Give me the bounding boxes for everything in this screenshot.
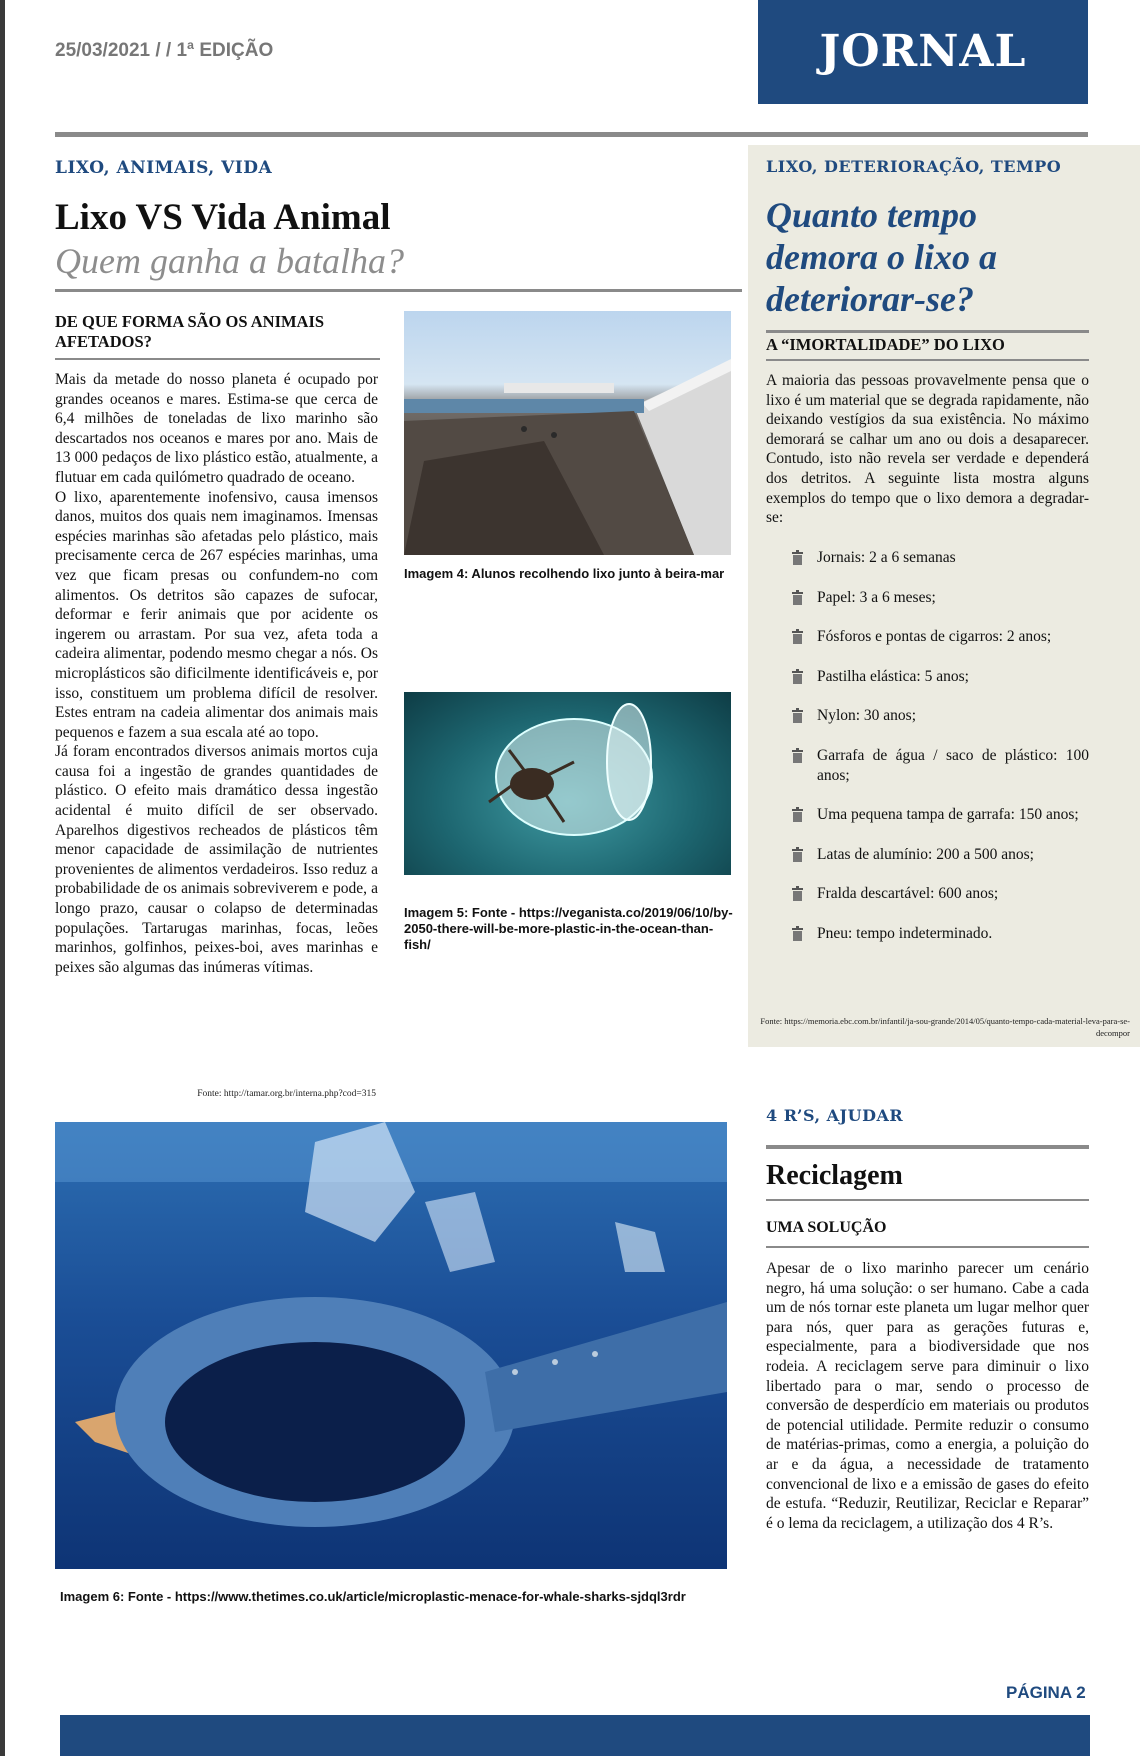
date-edition: 25/03/2021 / / 1ª EDIÇÃO [55, 40, 274, 61]
article-paragraph: Mais da metade do nosso planeta é ocupado por grandes oceanos e mares. Estima-se que cerca de 6,4 milhões de toneladas de lixo marinho são descartados nos oceanos e mares por ano. Mais de 13 000 pedaços de lixo plástico estão, atualmente, a flutuar em cada quilómetro quadrado de oceano. [55, 371, 378, 486]
recycling-top-divider [766, 1145, 1089, 1149]
trash-icon [791, 590, 804, 605]
recycling-kicker: 4 R’S, AJUDAR [766, 1106, 904, 1125]
sidebar-subhead: A “IMORTALIDADE” DO LIXO [766, 335, 1005, 354]
recycling-divider [766, 1199, 1089, 1201]
list-item [791, 588, 1089, 608]
image-4-caption: Imagem 4: Alunos recolhendo lixo junto à beira-mar [404, 566, 725, 581]
article-headline: Lixo VS Vida Animal [55, 197, 391, 238]
list-item [791, 805, 1089, 825]
decomposition-list [791, 548, 1089, 964]
list-item-text: Uma pequena tampa de garrafa: 150 anos; [817, 806, 1079, 824]
article-divider [55, 289, 742, 292]
sidebar-body: A maioria das pessoas provavelmente pensa que o lixo é um material que se degrada rapidamente, não deixando vestígios da sua existência. No máximo demorará se calhar um ano ou dois a desaparecer. Contudo, isto não revela ser verdade e dependerá dos detritos. A seguinte lista mostra alguns exemplos do tempo que o lixo demora a degradar-se: [766, 372, 1089, 527]
masthead-title: JORNAL [758, 0, 1088, 104]
article-kicker: LIXO, ANIMAIS, VIDA [55, 158, 273, 178]
trash-icon [791, 669, 804, 684]
trash-icon [791, 886, 804, 901]
trash-icon [791, 847, 804, 862]
crab-in-plastic-cup-photo [404, 692, 731, 875]
article-paragraph: Já foram encontrados diversos animais mortos cuja causa foi a ingestão de grandes quantidades de plástico. O efeito mais dramático dessa ingestão acidental é muito difícil de ser observado. Aparelhos digestivos recheados de plásticos têm menor capacidade de assimilação de nutrientes provenientes de alimentos verdadeiros. Isso reduz a probabilidade de os animais sobreviverem e pode, a longo prazo, causar o colapso de determinadas populações. Tartarugas marinhas, focas, leões marinhos, golfinhos, peixes-boi, aves marinhas e peixes são algumas das inúmeras vítimas. [55, 743, 378, 976]
sidebar-headline: Quanto tempo demora o lixo a deteriorar-se? [766, 195, 997, 319]
list-item-text: Jornais: 2 a 6 semanas [817, 549, 956, 566]
article-body [55, 370, 378, 977]
list-item [791, 746, 1089, 785]
article-subtitle: Quem ganha a batalha? [55, 241, 404, 281]
list-item [791, 548, 1089, 568]
beach-cleanup-photo [404, 311, 731, 555]
list-item-text: Garrafa de água / saco de plástico: 100 anos; [817, 746, 1089, 784]
list-item-text: Papel: 3 a 6 meses; [817, 588, 936, 606]
trash-icon [791, 708, 804, 723]
trash-icon [791, 550, 804, 565]
list-item-text: Fralda descartável: 600 anos; [817, 885, 999, 903]
page-left-edge [0, 0, 5, 1756]
sidebar-subhead-divider [766, 359, 1089, 361]
image-6-caption: Imagem 6: Fonte - https://www.thetimes.co.uk/article/microplastic-menace-for-whale-sharks-sjdql3rdr [60, 1589, 686, 1604]
sidebar-kicker: LIXO, DETERIORAÇÃO, TEMPO [766, 157, 1062, 176]
list-item-text: Pastilha elástica: 5 anos; [817, 667, 969, 685]
list-item-text: Nylon: 30 anos; [817, 707, 917, 725]
page-number: PÁGINA 2 [1006, 1683, 1086, 1702]
recycling-subhead: UMA SOLUÇÃO [766, 1219, 887, 1236]
sidebar-divider [766, 330, 1089, 333]
article-paragraph: O lixo, aparentemente inofensivo, causa imensos danos, muitos dos quais nem imaginamos. Imensas espécies marinhas são afetadas pelo plástico, mais precisamente cerca de 267 espécies marinhas, uma vez que ficam presas ou confundem-no com alimentos. Os detritos são capazes de sufocar, deformar e ferir animais que por acidente os ingerem ou arrastam. Por sua vez, afeta toda a cadeira alimentar, podendo mesmo chegar a nós. Os microplásticos são dificilmente identificáveis e, por isso, constituem um problema difícil de resolver. Estes entram na cadeia alimentar dos animais mais pequenos e fazem a sua escala até ao topo. [55, 488, 378, 741]
article-subhead: DE QUE FORMA SÃO OS ANIMAIS AFETADOS? [55, 312, 325, 351]
list-item [791, 667, 1089, 687]
list-item-text: Pneu: tempo indeterminado. [817, 924, 993, 942]
recycling-subhead-divider [766, 1246, 1089, 1248]
top-divider [55, 132, 1088, 137]
list-item-text: Fósforos e pontas de cigarros: 2 anos; [817, 628, 1052, 646]
recycling-headline: Reciclagem [766, 1160, 903, 1191]
list-item [791, 706, 1089, 726]
subhead-divider [55, 358, 380, 360]
recycling-body: Apesar de o lixo marinho parecer um cenário negro, há uma solução: o ser humano. Cabe a cada um de nós tornar este planeta um lugar melhor quer para nós, quer para as gerações futuras e, especialmente, para a biodiversidade que nos rodeia. A reciclagem serve para diminuir o lixo libertado para o mar, sendo o processo de conversão de desperdício em materiais ou produtos de potencial utilidade. Permite reduzir o consumo de matérias-primas, como a energia, a poluição do ar e da água, a necessidade de tratamento convencional de lixo e a emissão de gases do efeito de estufa. “Reduzir, Reutilizar, Reciclar e Reparar” é o lema da reciclagem, a utilização dos 4 R’s. [766, 1260, 1089, 1532]
image-5-caption: Imagem 5: Fonte - https://veganista.co/2019/06/10/by-2050-there-will-be-more-plastic-in-the-ocean-than-fish/ [404, 905, 733, 952]
list-item [791, 845, 1089, 865]
whale-shark-plastic-photo [55, 1122, 727, 1569]
list-item [791, 924, 1089, 944]
list-item-text: Latas de alumínio: 200 a 500 anos; [817, 845, 1034, 863]
trash-icon [791, 807, 804, 822]
list-item [791, 884, 1089, 904]
trash-icon [791, 926, 804, 941]
trash-icon [791, 629, 804, 644]
sidebar-source: Fonte: https://memoria.ebc.com.br/infantil/ja-sou-grande/2014/05/quanto-tempo-cada-material-leva-para-se-decompor [760, 1016, 1130, 1038]
trash-icon [791, 748, 804, 763]
article-source: Fonte: http://tamar.org.br/interna.php?cod=315 [197, 1089, 376, 1099]
list-item [791, 627, 1089, 647]
footer-bar [60, 1715, 1090, 1756]
